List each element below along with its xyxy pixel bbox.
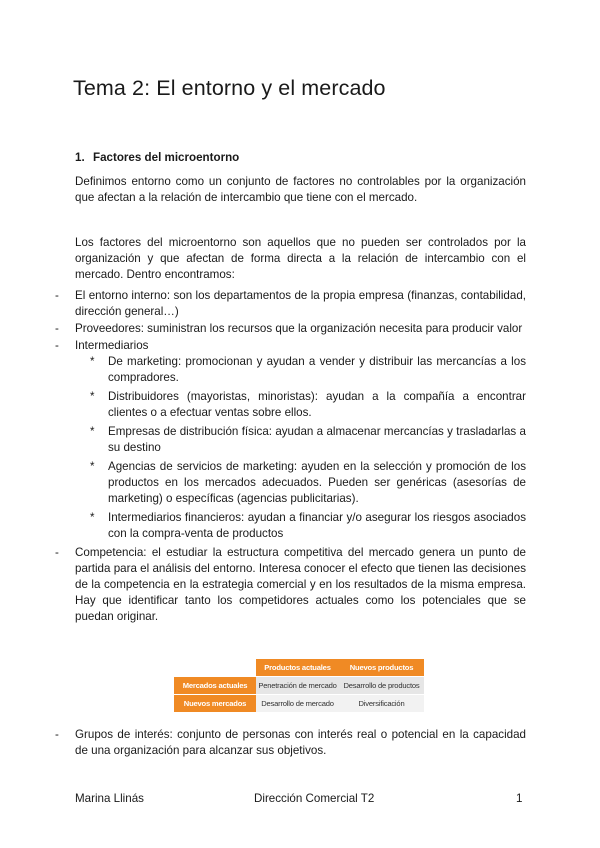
list-item-text: Competencia: el estudiar la estructura competitiva del mercado genera un punto de partida para el análisis del entorno. Interesa conocer el efecto que tienen las decisiones de la competencia en la estrategia comercial y en los resultados de la misma empresa. Hay que identificar tanto los competidores actuales como los potenciales que se puedan originar.: [75, 546, 526, 623]
dash-bullet: -: [55, 339, 59, 352]
sublist-item: [90, 354, 526, 386]
matrix-row: [174, 677, 424, 695]
section-heading: [75, 151, 239, 164]
sublist-item: [90, 424, 526, 456]
star-bullet: *: [90, 460, 95, 473]
dash-bullet: -: [55, 728, 59, 741]
matrix-cell: Diversificación: [339, 695, 424, 713]
sublist-item: [90, 389, 526, 421]
sublist-item-text: Empresas de distribución física: ayudan a almacenar mercancías y trasladarlas a su destino: [108, 425, 526, 454]
matrix-cell: Desarrollo de mercado: [256, 695, 339, 713]
list-item: [55, 727, 526, 759]
paragraph-definition: Definimos entorno como un conjunto de factores no controlables por la organización que afectan a la relación de intercambio que tiene con el mercado.: [75, 175, 526, 204]
page-title: Tema 2: El entorno y el mercado: [73, 76, 386, 100]
list-item: [55, 321, 526, 337]
matrix-cell: Desarrollo de productos: [339, 677, 424, 695]
matrix-cell: Penetración de mercado: [256, 677, 339, 695]
list-item-text: Proveedores: suministran los recursos que la organización necesita para producir valor: [75, 322, 523, 335]
dash-bullet: -: [55, 546, 59, 559]
ansoff-matrix: [174, 659, 424, 712]
star-bullet: *: [90, 511, 95, 524]
intermediarios-sublist: [75, 354, 526, 542]
footer-page-number: 1: [516, 792, 523, 805]
paragraph-microentorno: Los factores del microentorno son aquellos que no pueden ser controlados por la organización y que afectan de forma directa a la relación de intercambio con el mercado. Dentro encontramos:: [75, 236, 526, 281]
factors-list: [0, 288, 600, 626]
list-item: [55, 288, 526, 320]
section-number: 1.: [75, 151, 85, 164]
star-bullet: *: [90, 390, 95, 403]
matrix-col-header: Productos actuales: [256, 659, 339, 677]
list-item-text: Intermediarios: [75, 339, 149, 352]
dash-bullet: -: [55, 322, 59, 335]
matrix-col-header: Nuevos productos: [339, 659, 424, 677]
list-item-text: Grupos de interés: conjunto de personas con interés real o potencial en la capacidad de una organización para alcanzar sus objetivos.: [75, 728, 526, 757]
sublist-item-text: De marketing: promocionan y ayudan a vender y distribuir las mercancías a los compradores.: [108, 355, 526, 384]
matrix-header-row: [174, 659, 424, 677]
list-item: [55, 338, 526, 542]
star-bullet: *: [90, 355, 95, 368]
list-item-text: El entorno interno: son los departamentos de la propia empresa (finanzas, contabilidad, dirección general…): [75, 289, 526, 318]
matrix-row: [174, 695, 424, 713]
sublist-item: [90, 510, 526, 542]
star-bullet: *: [90, 425, 95, 438]
footer-course: Dirección Comercial T2: [254, 792, 375, 805]
list-item: [55, 545, 526, 625]
section-title: Factores del microentorno: [93, 151, 240, 164]
matrix-corner: [174, 659, 256, 677]
matrix-row-header: Mercados actuales: [174, 677, 256, 695]
sublist-item-text: Intermediarios financieros: ayudan a financiar y/o asegurar los riesgos asociados con la compra-venta de productos: [108, 511, 526, 540]
matrix-row-header: Nuevos mercados: [174, 695, 256, 713]
sublist-item-text: Distribuidores (mayoristas, minoristas): ayudan a la compañía a encontrar clientes o a efectuar ventas sobre ellos.: [108, 390, 526, 419]
footer-author: Marina Llinás: [75, 792, 144, 805]
sublist-item: [90, 459, 526, 507]
dash-bullet: -: [55, 289, 59, 302]
sublist-item-text: Agencias de servicios de marketing: ayuden en la selección y promoción de los productos en los mercados adecuados. Pueden ser genéricas (asesorías de marketing) o específicas (agencias publicitarias).: [108, 460, 526, 505]
